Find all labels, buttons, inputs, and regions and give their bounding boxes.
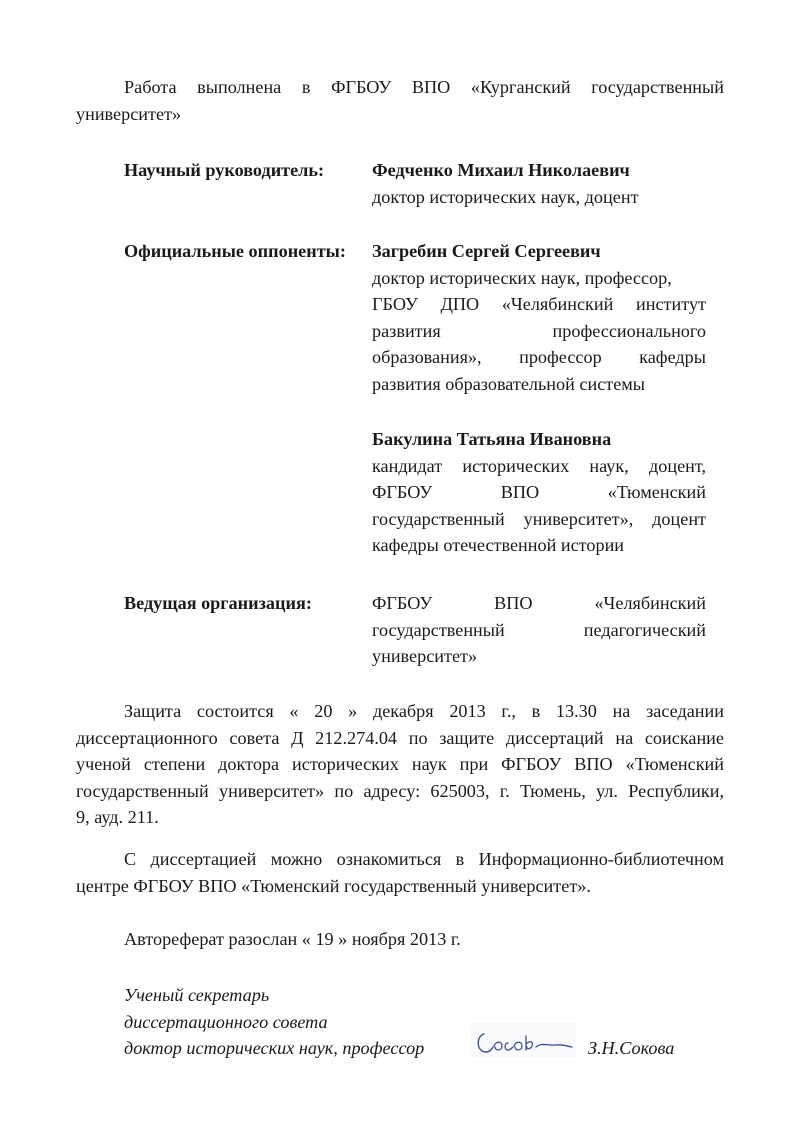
sent-date: Автореферат разослан « 19 » ноября 2013 г. [124,929,461,949]
opponent-1-block [372,238,706,397]
opponent-1-line: развития профессионального [372,320,706,341]
opponents-label: Официальные оппоненты: [124,241,346,261]
opponent-2-block [372,426,706,559]
opponent-2-line: кафедры отечественной истории [372,535,625,555]
defense-line: Защита состоится « 20 » декабря 2013 г., в 13.30 на заседании [124,701,724,721]
opponent-1-line: развития образовательной системы [372,373,646,394]
intro-line-1: Работа выполнена в ФГБОУ ВПО «Курганский государственный [124,77,724,97]
leading-org-line: государственный педагогический [372,619,706,640]
defense-line: государственный университет» по адресу: 625003, г. Тюмень, ул. Республики, [76,780,724,801]
supervisor-name: Федченко Михаил Николаевич [372,160,630,180]
secretary-block [124,982,424,1062]
opponent-2-line: кандидат исторических наук, доцент, [372,455,706,476]
supervisor-degree: доктор исторических наук, доцент [372,186,639,207]
secretary-title: Ученый секретарь [124,985,270,1005]
defense-line: диссертационного совета Д 212.274.04 по защите диссертаций на соискание [76,727,724,748]
opponent-2-line: ФГБОУ ВПО «Тюменский [372,482,706,502]
opponent-1-name: Загребин Сергей Сергеевич [372,241,601,261]
opponent-2-name: Бакулина Татьяна Ивановна [372,429,612,449]
supervisor-label: Научный руководитель: [124,160,325,180]
defense-paragraph [76,698,724,831]
intro-line-2: университет» [76,103,182,124]
leading-org-label: Ведущая организация: [124,593,312,613]
opponent-1-line: образования», профессор кафедры [372,347,706,367]
secretary-council: диссертационного совета [124,1011,328,1032]
library-line: центре ФГБОУ ВПО «Тюменский государственный университет». [76,875,591,896]
defense-line: 9, ауд. 211. [76,807,159,827]
secretary-degree: доктор исторических наук, профессор [124,1038,425,1058]
defense-line: ученой степени доктора исторических наук при ФГБОУ ВПО «Тюменский [76,754,724,774]
signature-image [470,1020,580,1060]
opponent-2-line: государственный университет», доцент [372,508,706,529]
leading-org-line: университет» [372,646,478,666]
supervisor-block [372,157,706,210]
leading-org-line: ФГБОУ ВПО «Челябинский [372,593,706,613]
intro-paragraph [76,74,724,127]
leading-org-block [372,590,706,670]
secretary-name: З.Н.Сокова [588,1038,675,1058]
opponent-1-line: ГБОУ ДПО «Челябинский институт [372,294,706,314]
opponent-1-line: доктор исторических наук, профессор, [372,267,672,288]
library-paragraph [76,846,724,899]
library-line: С диссертацией можно ознакомиться в Информационно-библиотечном [124,849,724,869]
